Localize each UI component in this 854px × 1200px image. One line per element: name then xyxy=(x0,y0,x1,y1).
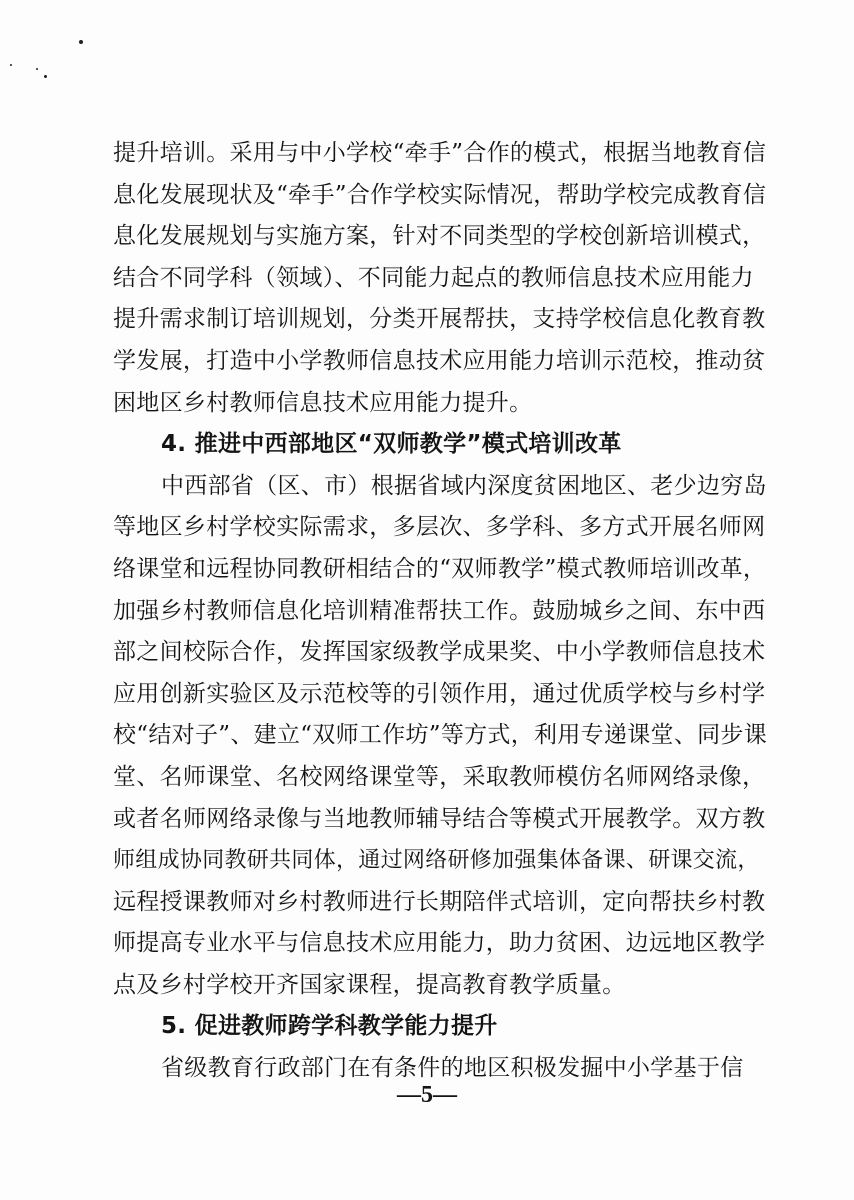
text-line: 学发展，打造中小学教师信息技术应用能力培训示范校，推动贫 xyxy=(113,347,766,374)
section-heading: 5. 促进教师跨学科教学能力提升 xyxy=(161,1013,498,1040)
text-line: 点及乡村学校开齐国家课程，提高教育教学质量。 xyxy=(113,971,626,998)
text-line: 部之间校际合作，发挥国家级教学成果奖、中小学教师信息技术 xyxy=(113,639,766,666)
text-line: 结合不同学科（领域）、不同能力起点的教师信息技术应用能力 xyxy=(113,264,754,291)
text-line: 师提高专业水平与信息技术应用能力，助力贫困、边远地区教学 xyxy=(113,930,766,957)
text-line: 息化发展现状及“牵手”合作学校实际情况，帮助学校完成教育信 xyxy=(113,181,767,208)
body-text xyxy=(113,133,773,1090)
scan-speck xyxy=(10,64,12,66)
text-line: 加强乡村教师信息化培训精准帮扶工作。鼓励城乡之间、东中西 xyxy=(113,597,766,624)
page-number: —5— xyxy=(397,1082,457,1108)
text-line: 或者名师网络录像与当地教师辅导结合等模式开展教学。双方教 xyxy=(113,805,766,832)
scan-speck xyxy=(44,75,47,78)
text-line: 困地区乡村教师信息技术应用能力提升。 xyxy=(113,389,533,416)
section-heading: 4. 推进中西部地区“双师教学”模式培训改革 xyxy=(161,431,622,458)
text-line: 校“结对子”、建立“双师工作坊”等方式，利用专递课堂、同步课 xyxy=(113,722,768,749)
text-line: 中西部省（区、市）根据省域内深度贫困地区、老少边穷岛 xyxy=(161,472,767,499)
text-line: 提升培训。采用与中小学校“牵手”合作的模式，根据当地教育信 xyxy=(113,140,767,166)
text-line: 提升需求制订培训规划，分类开展帮扶，支持学校信息化教育教 xyxy=(113,306,766,333)
text-line: 应用创新实验区及示范校等的引领作用，通过优质学校与乡村学 xyxy=(113,680,766,707)
scan-speck xyxy=(79,40,83,44)
scan-speck xyxy=(36,68,38,70)
text-line: 息化发展规划与实施方案，针对不同类型的学校创新培训模式， xyxy=(113,223,766,250)
text-line: 等地区乡村学校实际需求，多层次、多学科、多方式开展名师网 xyxy=(113,514,766,541)
text-line: 堂、名师课堂、名校网络课堂等，采取教师模仿名师网络录像， xyxy=(113,763,766,790)
text-line: 络课堂和远程协同教研相结合的“双师教学”模式教师培训改革， xyxy=(113,555,767,582)
text-line: 省级教育行政部门在有条件的地区积极发掘中小学基于信 xyxy=(161,1055,744,1082)
text-line: 师组成协同教研共同体，通过网络研修加强集体备课、研课交流， xyxy=(113,848,760,874)
text-line: 远程授课教师对乡村教师进行长期陪伴式培训，定向帮扶乡村教 xyxy=(113,888,766,915)
